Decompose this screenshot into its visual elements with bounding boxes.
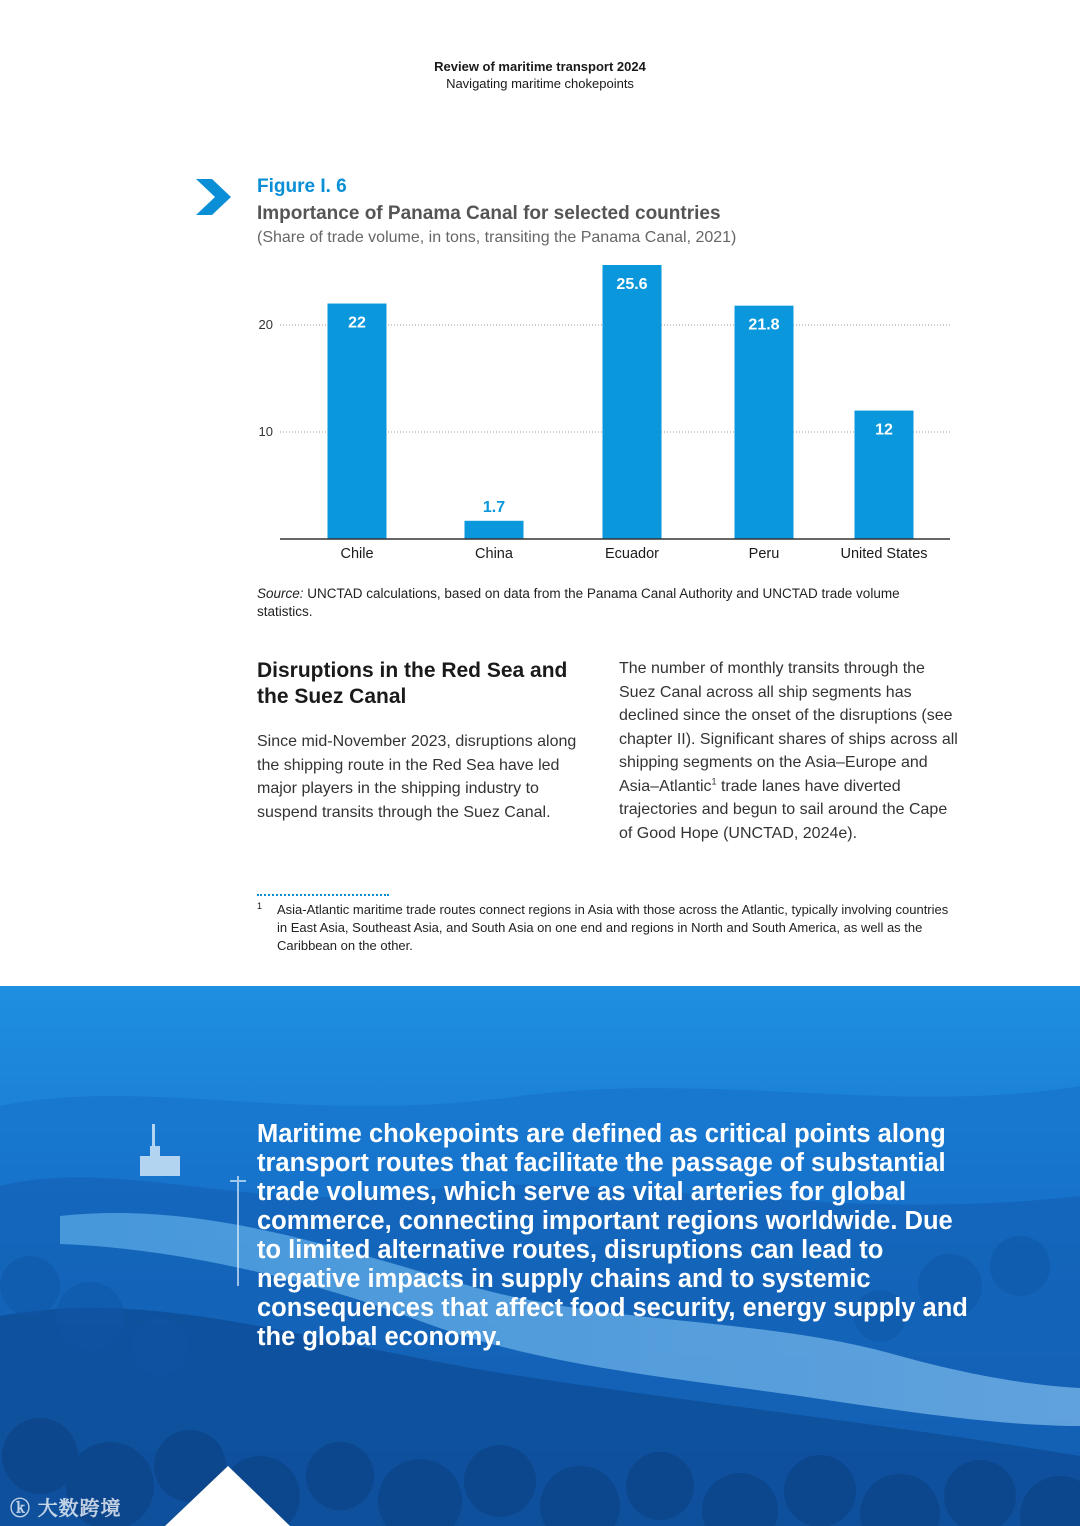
bar xyxy=(465,521,524,539)
footnote-ref[interactable]: 1 xyxy=(711,776,717,787)
footnote-divider xyxy=(257,894,389,896)
publication-title: Review of maritime transport 2024 xyxy=(434,59,646,74)
y-tick-label: 10 xyxy=(258,423,273,439)
footnote-number: 1 xyxy=(257,901,263,911)
bar xyxy=(603,265,662,539)
body-paragraph-left: Since mid-November 2023, disruptions along the shipping route in the Red Sea have led major players in the shipping industry to suspend transits through the Suez Canal. xyxy=(257,733,577,821)
pull-quote: Maritime chokepoints are defined as critical points along transport routes that facilitate the passage of substantial trade volumes, which serve as vital arteries for global commerce, connecting important regions worldwide. Due to limited alternative routes, disruptions can lead to negative impacts in supply chains and to systemic consequences that affect food security, energy supply and the global economy. xyxy=(257,1120,968,1351)
running-header xyxy=(0,58,1080,92)
x-tick-label: Chile xyxy=(340,546,374,562)
source-text: UNCTAD calculations, based on data from the Panama Canal Authority and UNCTAD trade volume statistics. xyxy=(257,586,900,619)
logo-icon: ⓚ xyxy=(10,1498,31,1520)
data-label: 12 xyxy=(875,421,893,439)
data-label: 22 xyxy=(348,314,366,332)
x-tick-label: Peru xyxy=(748,546,780,562)
paragraph-text: The number of monthly transits through the Suez Canal across all ship segments has declined since the onset of the disruptions (see chapter II). Significant shares of ships across all shipping segments on the Asia–Europe and Asia–Atlantic xyxy=(619,660,958,795)
footnote-text: Asia-Atlantic maritime trade routes connect regions in Asia with those across the Atlantic, typically involving countries in East Asia, Southeast Asia, and South Asia on one end and regions in North and South America, as well as the Caribbean on the other. xyxy=(277,902,949,953)
data-label: 21.8 xyxy=(748,316,780,334)
data-label: 1.7 xyxy=(482,498,506,516)
chevron-right-icon xyxy=(194,178,232,216)
figure-label: Figure I. 6 xyxy=(257,176,347,197)
data-label: 25.6 xyxy=(616,276,648,293)
figure-title: Importance of Panama Canal for selected countries xyxy=(257,203,721,224)
bar xyxy=(735,306,794,539)
x-tick-label: Ecuador xyxy=(604,546,660,562)
figure-subtitle: (Share of trade volume, in tons, transiting the Panama Canal, 2021) xyxy=(257,229,737,246)
bar xyxy=(328,304,387,539)
source-label: Source: xyxy=(257,586,304,601)
bar-chart xyxy=(250,258,960,568)
body-paragraph-right xyxy=(619,657,959,845)
y-tick-label: 20 xyxy=(258,316,273,332)
section-heading: Disruptions in the Red Sea and the Suez Canal xyxy=(257,659,568,708)
watermark-text: 大数跨境 xyxy=(37,1498,122,1520)
chapter-title: Navigating maritime chokepoints xyxy=(446,76,634,91)
quote-banner xyxy=(0,986,1080,1526)
x-tick-label: United States xyxy=(840,546,928,562)
watermark-logo xyxy=(10,1492,122,1521)
paragraph-text-continued: trade lanes have diverted trajectories and begun to sail around the Cape of Good Hope (UNCTAD, 2024e). xyxy=(619,777,948,842)
x-tick-label: China xyxy=(475,546,513,562)
figure-source xyxy=(257,585,947,621)
